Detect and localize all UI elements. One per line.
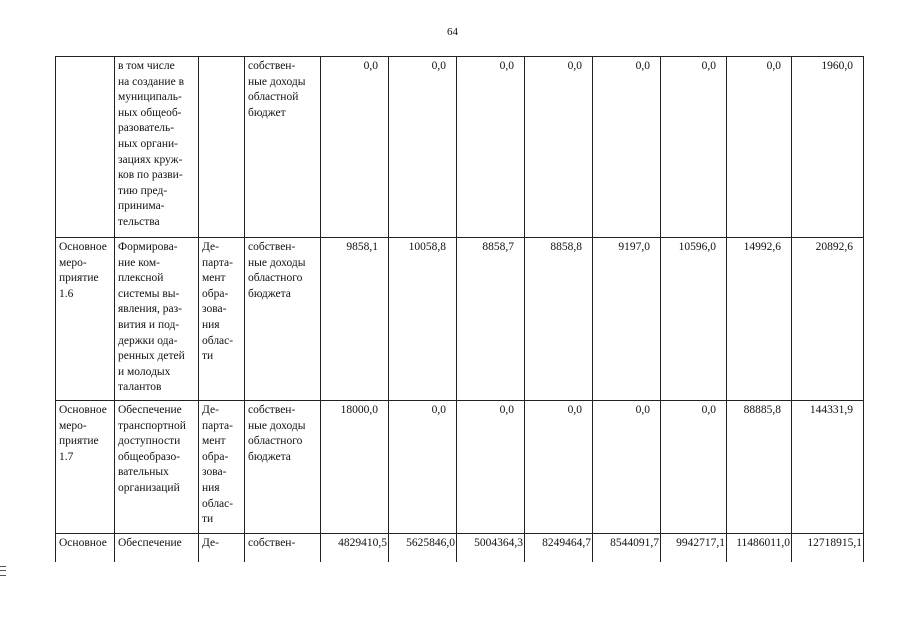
value-cell: 9858,1 — [321, 238, 389, 401]
value-cell: 0,0 — [661, 57, 727, 238]
value-cell: 9197,0 — [593, 238, 661, 401]
source-text: собствен- — [248, 537, 296, 549]
executor-cell — [199, 57, 245, 238]
source-text: собствен- ные доходы областной бюджет — [248, 60, 306, 119]
value-cell: 0,0 — [321, 57, 389, 238]
name-text: Обеспечение — [118, 537, 182, 549]
value-cell: 9942717,1 — [661, 534, 727, 563]
event-cell — [56, 238, 115, 401]
value-cell: 0,0 — [389, 57, 457, 238]
value-cell: 10058,8 — [389, 238, 457, 401]
source-cell — [245, 238, 321, 401]
value-cell: 20892,6 — [792, 238, 864, 401]
value-cell: 0,0 — [727, 57, 792, 238]
scan-edge-mark — [0, 566, 6, 576]
value-cell: 5625846,0 — [389, 534, 457, 563]
value-cell: 144331,9 — [792, 401, 864, 534]
value-cell: 0,0 — [525, 57, 593, 238]
executor-text: Де- парта- мент обра- зова- ния облас- ти — [202, 404, 234, 526]
value-cell: 18000,0 — [321, 401, 389, 534]
name-cell — [115, 534, 199, 563]
executor-text: Де- парта- мент обра- зова- ния облас- ти — [202, 241, 234, 363]
source-cell — [245, 401, 321, 534]
value-cell: 14992,6 — [727, 238, 792, 401]
event-text: Основное — [59, 537, 107, 549]
table-row — [56, 534, 864, 563]
name-cell — [115, 238, 199, 401]
value-cell: 8858,8 — [525, 238, 593, 401]
event-text: Основное меро- приятие 1.6 — [59, 241, 107, 300]
value-cell: 8249464,7 — [525, 534, 593, 563]
event-cell — [56, 401, 115, 534]
value-cell: 10596,0 — [661, 238, 727, 401]
executor-cell — [199, 401, 245, 534]
executor-cell — [199, 238, 245, 401]
table-row — [56, 57, 864, 238]
executor-text: Де- — [202, 537, 219, 549]
page-number: 64 — [447, 26, 458, 38]
table-row — [56, 238, 864, 401]
value-cell: 11486011,0 — [727, 534, 792, 563]
value-cell: 5004364,3 — [457, 534, 525, 563]
name-text: в том числе на создание в муниципаль- ных общеоб- разователь- ных органи- зациях круж- ков по разви- тию пред- принима- тельства — [118, 60, 184, 228]
event-cell — [56, 57, 115, 238]
value-cell: 8544091,7 — [593, 534, 661, 563]
name-cell — [115, 57, 199, 238]
value-cell: 0,0 — [457, 57, 525, 238]
event-text: Основное меро- приятие 1.7 — [59, 404, 107, 463]
value-cell: 4829410,5 — [321, 534, 389, 563]
budget-table — [55, 56, 864, 562]
value-cell: 0,0 — [593, 57, 661, 238]
name-text: Формирова- ние ком- плексной системы вы- явления, раз- вития и под- держки ода- ренных детей и молодых талантов — [118, 241, 185, 394]
name-text: Обеспечение транспортной доступности общеобразо- вательных организаций — [118, 404, 186, 494]
value-cell: 88885,8 — [727, 401, 792, 534]
source-cell — [245, 534, 321, 563]
value-cell: 0,0 — [389, 401, 457, 534]
event-cell — [56, 534, 115, 563]
table-container — [55, 56, 865, 562]
table-row — [56, 401, 864, 534]
value-cell: 1960,0 — [792, 57, 864, 238]
value-cell: 0,0 — [457, 401, 525, 534]
value-cell: 0,0 — [661, 401, 727, 534]
value-cell: 12718915,1 — [792, 534, 864, 563]
executor-cell — [199, 534, 245, 563]
source-text: собствен- ные доходы областного бюджета — [248, 404, 306, 463]
value-cell: 0,0 — [593, 401, 661, 534]
name-cell — [115, 401, 199, 534]
value-cell: 8858,7 — [457, 238, 525, 401]
source-cell — [245, 57, 321, 238]
table-body — [56, 57, 864, 563]
source-text: собствен- ные доходы областного бюджета — [248, 241, 306, 300]
value-cell: 0,0 — [525, 401, 593, 534]
